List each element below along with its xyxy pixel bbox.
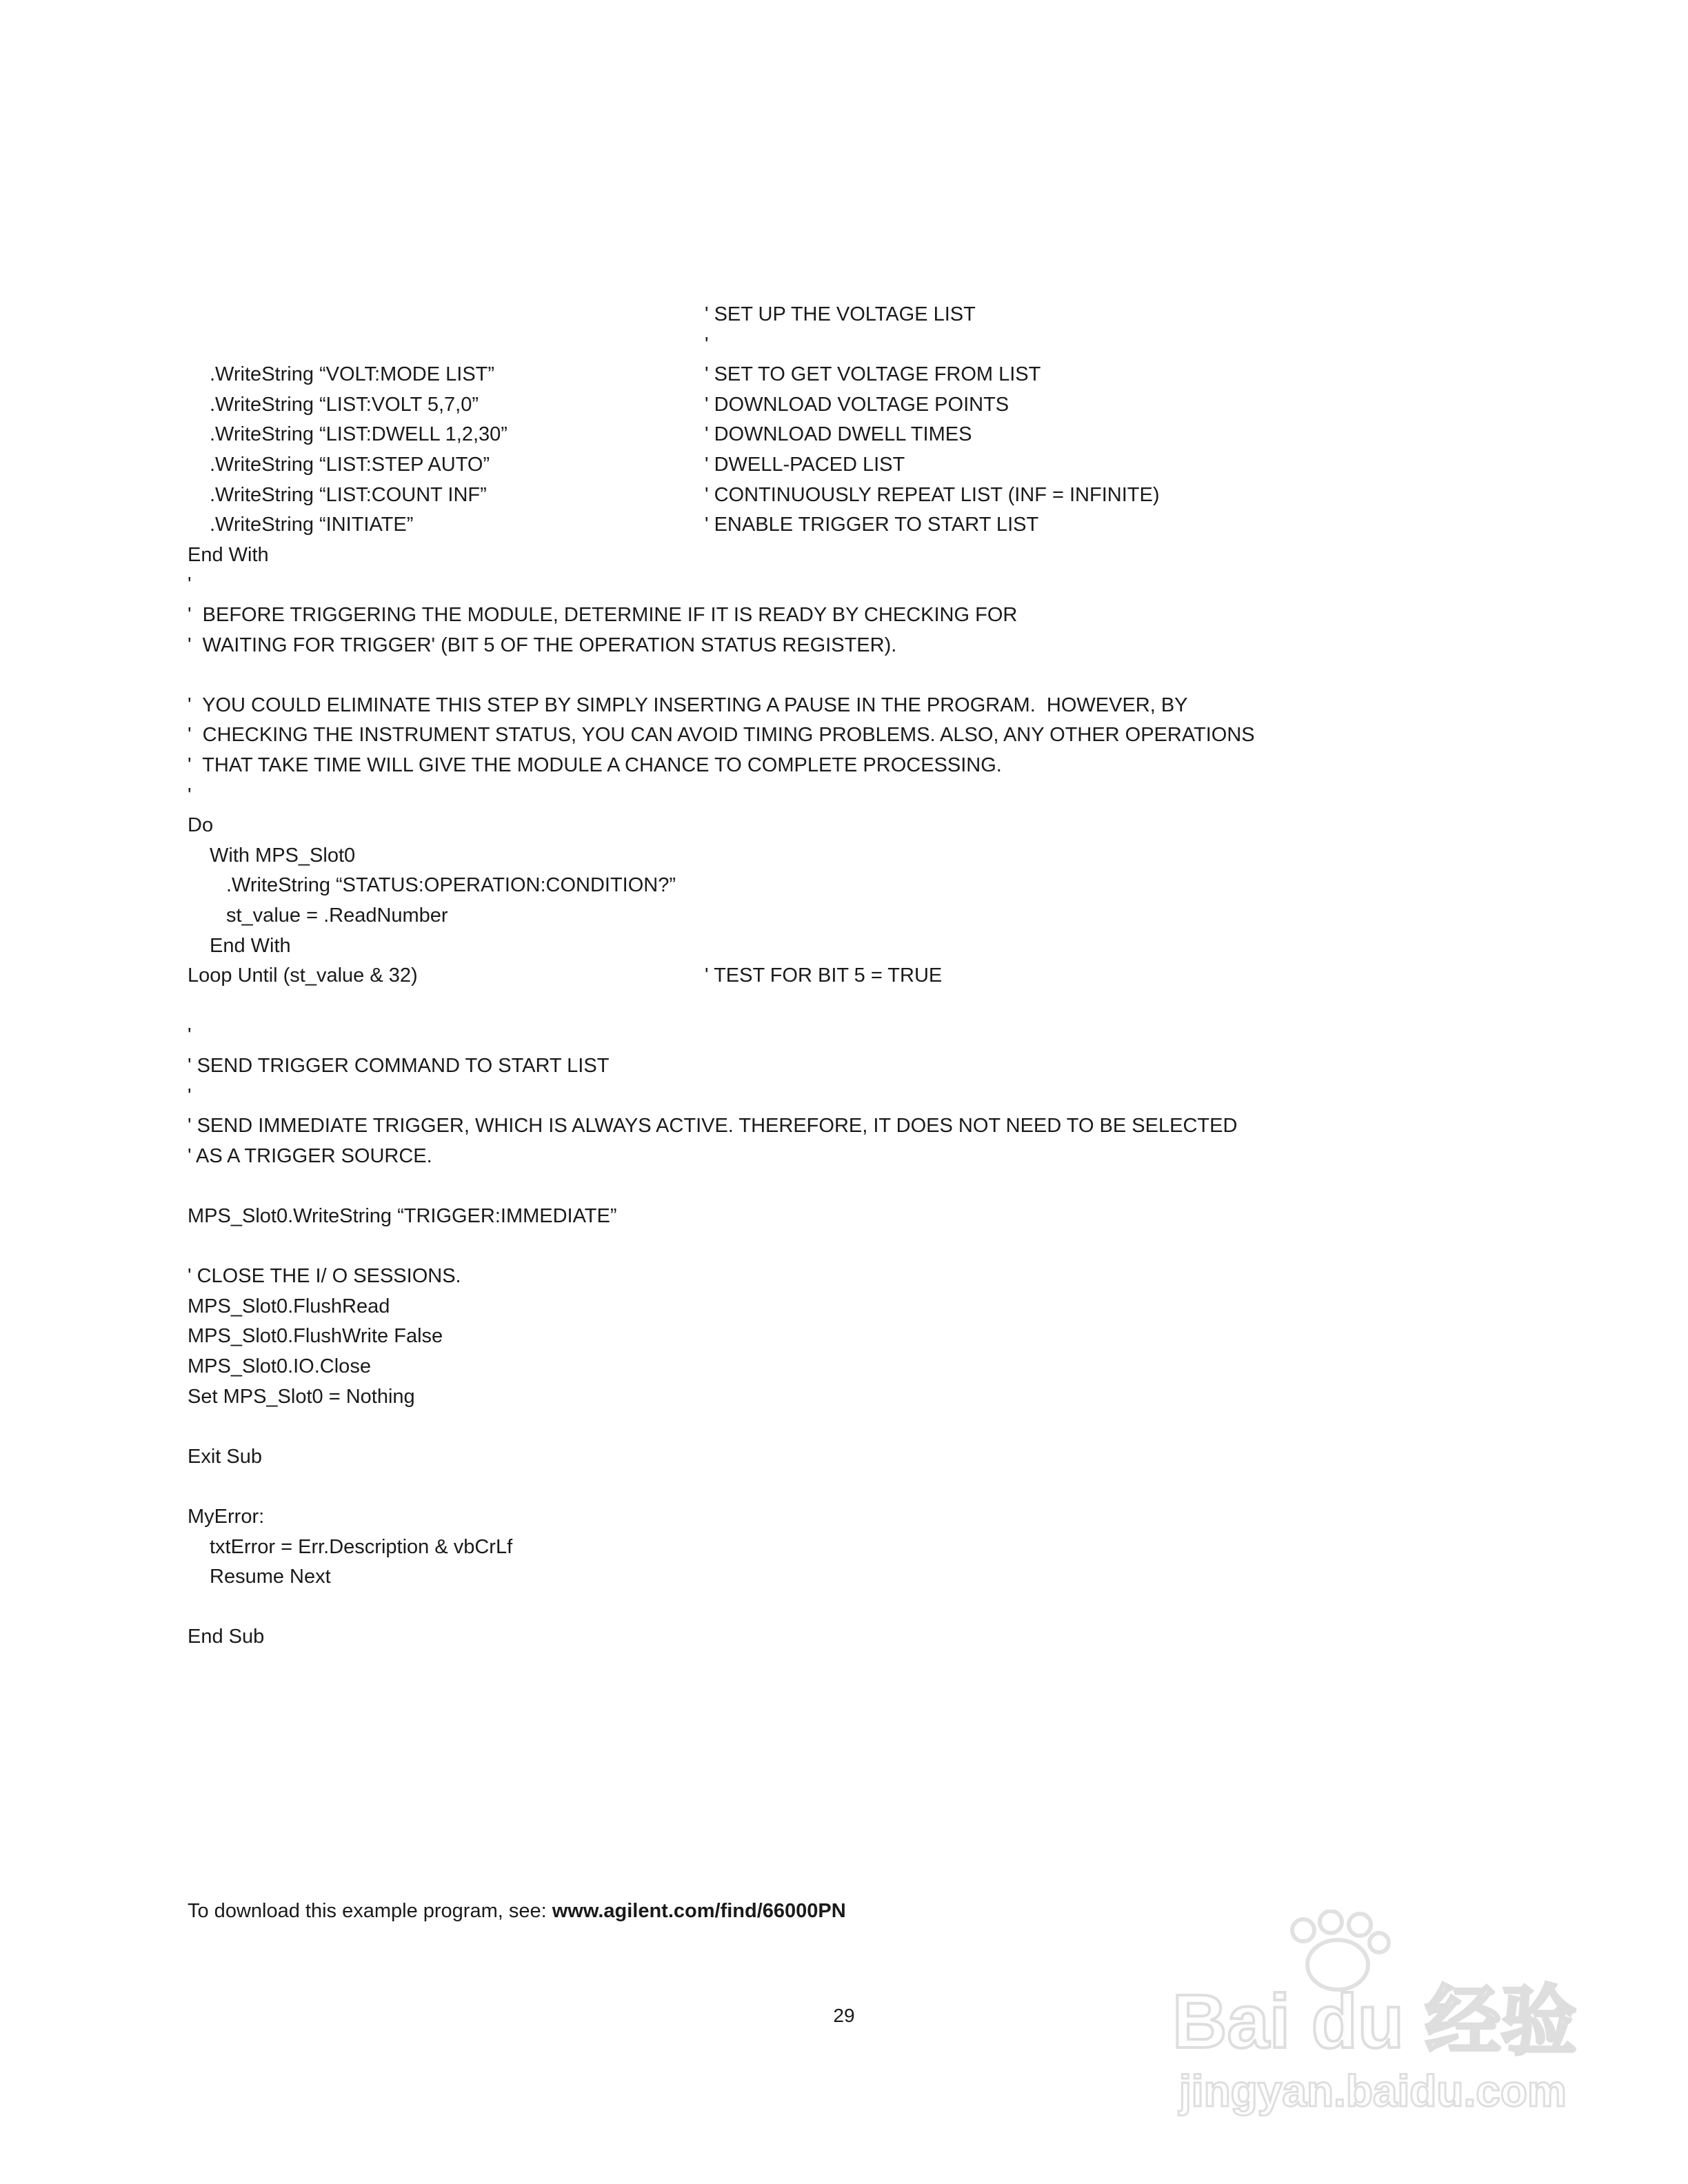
- code-line: [0, 1231, 1688, 1262]
- code-line: [0, 1291, 1688, 1322]
- code-line: [0, 1351, 1688, 1382]
- code-text: Loop Until (st_value & 32): [188, 964, 418, 987]
- code-line: [0, 931, 1688, 961]
- code-line: [0, 1411, 1688, 1442]
- code-text: ' SEND IMMEDIATE TRIGGER, WHICH IS ALWAYS ACTIVE. THEREFORE, IT DOES NOT NEED TO BE SELECTED: [188, 1115, 1238, 1138]
- code-text: ': [188, 574, 192, 596]
- code-comment: ' DOWNLOAD DWELL TIMES: [705, 423, 972, 446]
- code-text: ' SEND TRIGGER COMMAND TO START LIST: [188, 1055, 610, 1077]
- code-text: .WriteString “LIST:COUNT INF”: [210, 483, 487, 506]
- code-line: [0, 390, 1688, 420]
- code-text: ' WAITING FOR TRIGGER' (BIT 5 OF THE OPERATION STATUS REGISTER).: [188, 634, 897, 656]
- code-text: MPS_Slot0.WriteString “TRIGGER:IMMEDIATE”: [188, 1205, 617, 1227]
- code-line: [0, 509, 1688, 540]
- code-text: With MPS_Slot0: [210, 844, 356, 867]
- code-text: ' AS A TRIGGER SOURCE.: [188, 1144, 432, 1167]
- code-line: [0, 840, 1688, 871]
- code-line: [0, 1532, 1688, 1562]
- code-comment: ' TEST FOR BIT 5 = TRUE: [705, 964, 943, 987]
- code-line: [0, 1141, 1688, 1171]
- code-text: .WriteString “STATUS:OPERATION:CONDITION?”: [226, 874, 676, 897]
- code-text: ' YOU COULD ELIMINATE THIS STEP BY SIMPLY INSERTING A PAUSE IN THE PROGRAM. HOWEVER, BY: [188, 694, 1188, 716]
- code-comment: ' DOWNLOAD VOLTAGE POINTS: [705, 393, 1009, 416]
- code-line: [0, 1621, 1688, 1652]
- code-text: ': [188, 784, 192, 807]
- code-line: [0, 690, 1688, 720]
- code-line: [0, 1382, 1688, 1412]
- code-line: [0, 720, 1688, 750]
- code-line: [0, 780, 1688, 811]
- code-line: [0, 1201, 1688, 1231]
- code-line: [0, 870, 1688, 900]
- code-comment: ': [705, 333, 709, 356]
- code-line: [0, 1561, 1688, 1592]
- code-text: Resume Next: [210, 1566, 331, 1588]
- code-text: Do: [188, 814, 214, 837]
- code-text: ' CHECKING THE INSTRUMENT STATUS, YOU CAN AVOID TIMING PROBLEMS. ALSO, ANY OTHER OPERATIONS: [188, 724, 1255, 747]
- code-text: End Sub: [188, 1626, 265, 1648]
- code-line: [0, 1321, 1688, 1351]
- code-line: [0, 600, 1688, 630]
- code-line: [0, 1471, 1688, 1502]
- code-line: [0, 1111, 1688, 1141]
- code-comment: ' SET TO GET VOLTAGE FROM LIST: [705, 363, 1041, 386]
- code-line: [0, 750, 1688, 780]
- code-line: [0, 419, 1688, 449]
- code-text: txtError = Err.Description & vbCrLf: [210, 1535, 513, 1558]
- code-line: [0, 1171, 1688, 1201]
- code-text: MPS_Slot0.FlushWrite False: [188, 1325, 443, 1348]
- code-text: .WriteString “LIST:DWELL 1,2,30”: [210, 423, 508, 446]
- code-comment: ' DWELL-PACED LIST: [705, 454, 905, 476]
- download-note: [188, 1897, 846, 1925]
- code-line: [0, 1592, 1688, 1622]
- code-text: ' BEFORE TRIGGERING THE MODULE, DETERMINE IF IT IS READY BY CHECKING FOR: [188, 604, 1018, 626]
- code-text: End With: [188, 543, 269, 566]
- code-comment: ' CONTINUOUSLY REPEAT LIST (INF = INFINITE): [705, 483, 1160, 506]
- code-line: [0, 1502, 1688, 1532]
- code-text: ': [188, 1084, 192, 1107]
- code-line: [0, 1020, 1688, 1051]
- download-url-link[interactable]: www.agilent.com/find/66000PN: [552, 1900, 846, 1922]
- code-text: ': [188, 1024, 192, 1047]
- code-text: st_value = .ReadNumber: [226, 904, 448, 927]
- code-line: [0, 900, 1688, 931]
- code-text: .WriteString “VOLT:MODE LIST”: [210, 363, 495, 386]
- code-line: [0, 1081, 1688, 1111]
- code-text: ' THAT TAKE TIME WILL GIVE THE MODULE A CHANCE TO COMPLETE PROCESSING.: [188, 754, 1002, 776]
- page-number: 29: [833, 2005, 855, 2026]
- code-line: [0, 960, 1688, 991]
- code-text: MyError:: [188, 1506, 265, 1528]
- code-comment: ' SET UP THE VOLTAGE LIST: [705, 303, 976, 325]
- code-comment: ' ENABLE TRIGGER TO START LIST: [705, 514, 1039, 536]
- code-line: [0, 330, 1688, 360]
- code-line: [0, 1442, 1688, 1472]
- code-line: [0, 660, 1688, 690]
- code-text: ' CLOSE THE I/ O SESSIONS.: [188, 1265, 461, 1288]
- code-line: [0, 1261, 1688, 1291]
- code-line: [0, 299, 1688, 330]
- code-line: [0, 540, 1688, 570]
- code-line: [0, 1051, 1688, 1081]
- code-line: [0, 569, 1688, 600]
- paw-pad-icon: [1307, 1940, 1368, 1990]
- code-text: Exit Sub: [188, 1445, 262, 1468]
- code-text: .WriteString “INITIATE”: [210, 514, 414, 536]
- code-line: [0, 630, 1688, 660]
- watermark-url: jingyan.baidu.com: [1179, 2066, 1567, 2116]
- watermark-brand: Bai du 经验: [1172, 1979, 1577, 2064]
- code-text: MPS_Slot0.FlushRead: [188, 1295, 390, 1317]
- download-note-text: To download this example program, see:: [188, 1900, 552, 1922]
- code-line: [0, 810, 1688, 840]
- code-line: [0, 359, 1688, 390]
- code-text: .WriteString “LIST:VOLT 5,7,0”: [210, 393, 479, 416]
- code-line: [0, 449, 1688, 480]
- code-text: Set MPS_Slot0 = Nothing: [188, 1385, 415, 1408]
- code-text: End With: [210, 934, 291, 957]
- code-line: [0, 480, 1688, 510]
- code-text: .WriteString “LIST:STEP AUTO”: [210, 454, 490, 476]
- code-line: [0, 991, 1688, 1021]
- code-text: MPS_Slot0.IO.Close: [188, 1355, 371, 1377]
